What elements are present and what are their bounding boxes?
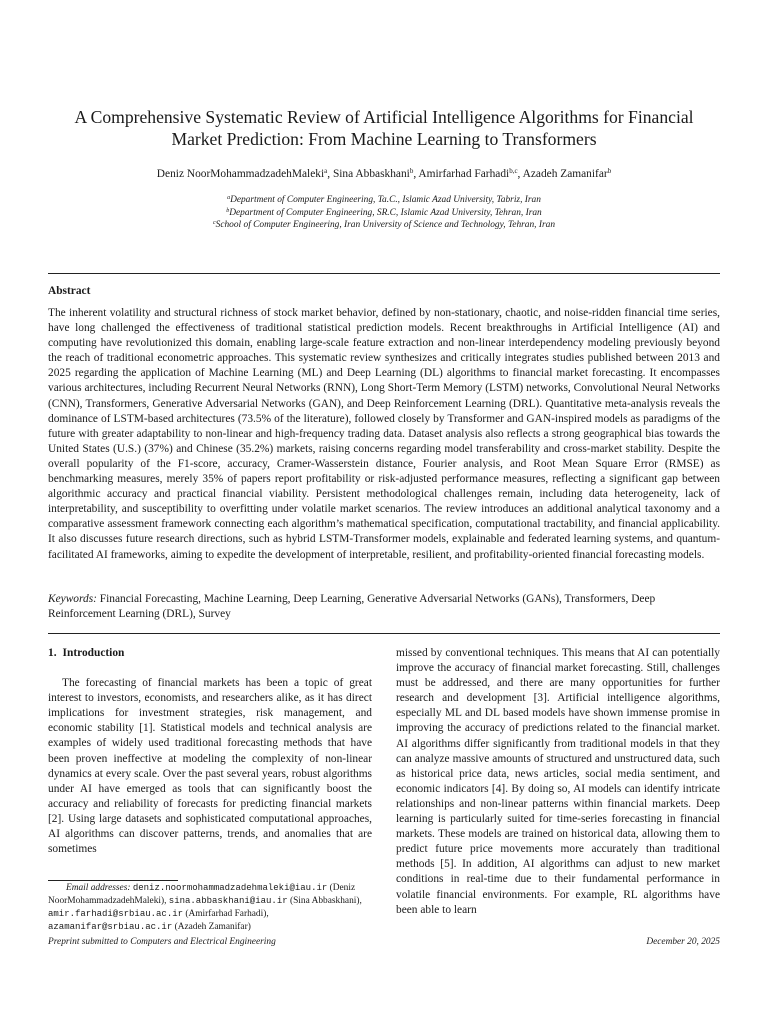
keywords-label: Keywords:	[48, 593, 97, 605]
abstract-bottom-rule	[48, 633, 720, 634]
footnote-label: Email addresses:	[66, 883, 131, 893]
section-heading	[48, 646, 372, 661]
author: Deniz NoorMohammadzadehMaleki$^a$,	[156, 167, 333, 180]
author-list	[40, 167, 728, 181]
footer-date: December 20, 2025	[646, 937, 720, 947]
title-line-1: A Comprehensive Systematic Review of Artificial Intelligence Algorithms for Financial	[74, 107, 694, 127]
keywords	[48, 592, 720, 622]
section-number: 1.	[48, 647, 57, 659]
email-link[interactable]: amir.farhadi@srbiau.ac.ir	[48, 909, 184, 919]
affiliation: $^c$School of Computer Engineering, Iran University of Science and Technology, Tehran, Iran	[212, 220, 556, 231]
author: Azadeh Zamanifar$^b$	[522, 167, 612, 180]
footer-journal: Preprint submitted to Computers and Electrical Engineering	[48, 937, 276, 947]
email-link[interactable]: azamanifar@srbiau.ac.ir	[48, 922, 173, 932]
email-link[interactable]: deniz.noormohammadzadehmaleki@iau.ir	[132, 883, 328, 893]
footnote-rule	[48, 880, 178, 881]
paper-title	[40, 106, 728, 150]
intro-paragraph-left: The forecasting of financial markets has been a topic of great interest to investors, economists, and researchers alike, as it has direct implications for investment strategies, risk management, and economic stability [1]. Statistical models and technical analysis are examples of widely used traditional forecasting methods that have been proven ineffective at modeling the complexity of non-linear dynamics at every scale. Over the past several years, robust algorithms under AI have emerged as tools that can significantly boost the accuracy and reliability of forecasts for predicting financial markets [2]. Using large datasets and sophisticated computational approaches, AI algorithms can discover patterns, trends, and anomalies that are sometimes	[48, 677, 372, 856]
abstract-top-rule	[48, 273, 720, 274]
author: Amirfarhad Farhadi$^{b,c}$,	[418, 167, 523, 180]
email-footnote: Email addresses: deniz.noormohammadzadehmaleki@iau.ir (Deniz NoorMohammadzadehMaleki), sina.abbaskhani@iau.ir (Sina Abbaskhani), amir.farhadi@srbiau.ac.ir (Amirfarhad Farhadi), azamanifar@srbiau.ac.ir (Azadeh Zamanifar)	[48, 883, 362, 932]
email-link[interactable]: sina.abbaskhani@iau.ir	[168, 896, 288, 906]
abstract-heading: Abstract	[48, 285, 91, 297]
section-title: Introduction	[62, 647, 125, 659]
affiliation: $^a$Department of Computer Engineering, Ta.C., Islamic Azad University, Tabriz, Iran	[227, 195, 541, 205]
right-column	[396, 646, 720, 918]
intro-paragraph-right: missed by conventional techniques. This means that AI can potentially improve the accuracy of financial market forecasting. Still, challenges must be addressed, and there are many opportunities for further research and development [3]. Artificial intelligence algorithms, especially ML and DL based models have shown immense promise in improving the accuracy of predictions related to the financial market. AI algorithms differ significantly from traditional models in that they can analyze massive amounts of structured and unstructured data, such as historical price data, news articles, social media sentiment, and economic indicators [4]. By doing so, AI models can identify intricate relationships and non-linear patterns within financial markets. Deep learning is particularly suited for time-series forecasting in financial markets. These models are trained on historical data, allowing them to predict future price movements more accurately than traditional methods [5]. In addition, AI algorithms can adjust to new market conditions in real-time due to their fundamental performance in volatile financial environments. For example, RL algorithms have been able to learn	[396, 647, 720, 916]
keywords-list: Financial Forecasting, Machine Learning, Deep Learning, Generative Adversarial Networks (GANs), Transformers, Deep Reinforcement Learning (DRL), Survey	[48, 593, 656, 621]
author: Sina Abbaskhani$^b$,	[332, 167, 419, 180]
left-column	[48, 646, 372, 857]
affiliation: $^b$Department of Computer Engineering, SR.C, Islamic Azad University, Tehran, Iran	[226, 207, 542, 218]
abstract-text: The inherent volatility and structural richness of stock market behavior, defined by non-stationary, chaotic, and noise-ridden financial time series, have long challenged the effectiveness of traditional statistical prediction models. Recent breakthroughs in Artificial Intelligence (AI) and computing have revolutionized this domain, enabling large-scale feature extraction and non-linear interdependency modeling previously beyond the reach of traditional econometric approaches. This systematic review synthesizes and critically integrates studies published between 2013 and 2025 regarding the application of Machine Learning (ML) and Deep Learning (DL) algorithms to financial market forecasting. It encompasses various architectures, including Recurrent Neural Networks (RNN), Long Short-Term Memory (LSTM) networks, Convolutional Neural Networks (CNN), Transformers, Generative Adversarial Networks (GAN), and Deep Reinforcement Learning (DRL). Quantitative meta-analysis reveals the dominance of LSTM-based architectures (73.5% of the literature), followed closely by Transformer and GAN-inspired models as paradigms of the future with greater adaptability to non-linear and high-frequency trading data. Dataset analysis also reflects a strong geographical bias towards the United States (U.S.) (37%) and Chinese (35.2%) markets, raising concerns regarding model transferability and cross-market stability. Despite the overall popularity of the F1-score, accuracy, Cramer-Wasserstein distance, Fourier analysis, and Root Mean Square Error (RMSE) as benchmarking measures, merely 35% of papers report profitability or risk-adjusted performance measures, reflecting a significant gap between algorithmic accuracy and practical financial viability. Persistent methodological challenges remain, including data heterogeneity, lack of interpretability, and susceptibility to overfitting under volatile market scenarios. The review introduces an additional analytical taxonomy and a comparative assessment framework connecting each algorithm’s mathematical specification, computational tractability, and financial applicability. It also discusses future research directions, such as hybrid LSTM-Transformer models, explainable and federated learning systems, and quantum-facilitated AI frameworks, aiming to expedite the development of interpretable, resilient, and profitability-oriented financial forecasting models.	[48, 307, 720, 561]
affiliation-list	[40, 194, 728, 232]
title-line-2: Market Prediction: From Machine Learning to Transformers	[171, 129, 597, 149]
